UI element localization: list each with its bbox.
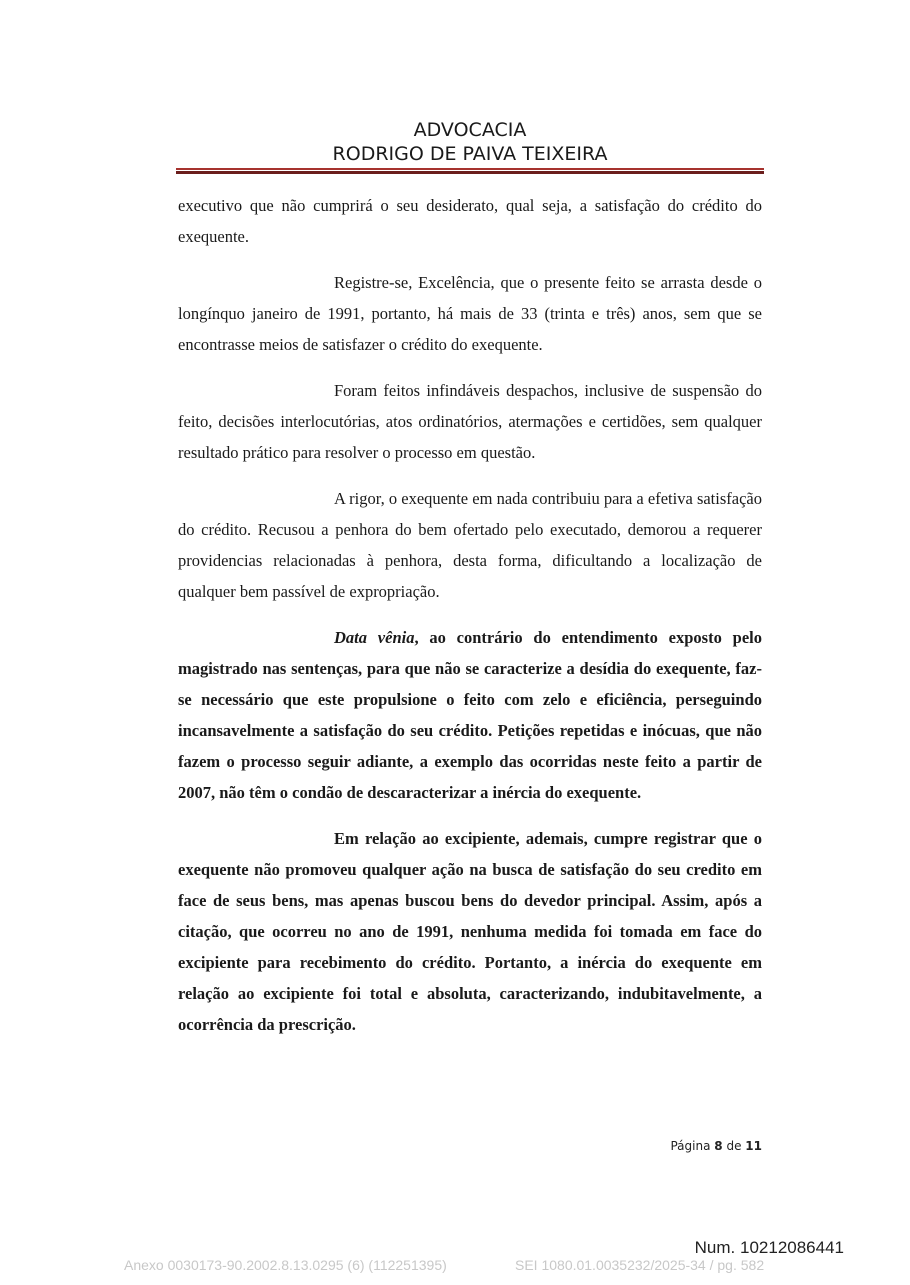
paragraph-2: Registre-se, Excelência, que o presente feito se arrasta desde o longínquo janeiro de 1991, portanto, há mais de 33 (trinta e três) anos, sem que se encontrasse meios de satisfazer o crédito do exequente. xyxy=(178,273,762,354)
annex-reference: Anexo 0030173-90.2002.8.13.0295 (6) (112251395) xyxy=(124,1257,447,1273)
header-rule-thin xyxy=(176,168,764,170)
firm-label: ADVOCACIA xyxy=(413,119,527,141)
page-total: 11 xyxy=(745,1139,762,1153)
paragraph-4: A rigor, o exequente em nada contribuiu para a efetiva satisfação do crédito. Recusou a penhora do bem ofertado pelo executado, demorou a requerer providencias relacionadas à penhora, desta forma, dificultando a localização de qualquer bem passível de expropriação. xyxy=(178,489,762,601)
document-number: Num. 10212086441 xyxy=(694,1238,844,1257)
lawyer-name: RODRIGO DE PAIVA TEIXEIRA xyxy=(332,143,608,165)
paragraph-3: Foram feitos infindáveis despachos, inclusive de suspensão do feito, decisões interlocutórias, atos ordinatórios, atermações e certidões, sem qualquer resultado prático para resolver o processo em questão. xyxy=(178,381,762,462)
paragraph-5-italic: Data vênia xyxy=(334,628,415,647)
paragraph-1: executivo que não cumprirá o seu desiderato, qual seja, a satisfação do crédito do exequente. xyxy=(178,196,762,246)
page-separator: de xyxy=(726,1139,742,1153)
document-body xyxy=(178,190,762,1055)
paragraph-6: Em relação ao excipiente, ademais, cumpre registrar que o exequente não promoveu qualquer ação na busca de satisfação do seu credito em face de seus bens, mas apenas buscou bens do devedor principal. Assim, após a citação, que ocorreu no ano de 1991, nenhuma medida foi tomada em face do excipiente para recebimento do crédito. Portanto, a inércia do exequente em relação ao excipiente foi total e absoluta, caracterizando, indubitavelmente, a ocorrência da prescrição. xyxy=(178,829,762,1034)
header-rule-thick xyxy=(176,171,764,174)
page-number xyxy=(600,1139,762,1153)
sei-reference: SEI 1080.01.0035232/2025-34 / pg. 582 xyxy=(515,1257,765,1273)
paragraph-5 xyxy=(178,622,762,808)
page-prefix: Página xyxy=(670,1139,711,1153)
paragraph-5-text: , ao contrário do entendimento exposto pelo magistrado nas sentenças, para que não se caracterize a desídia do exequente, faz-se necessário que este propulsione o feito com zelo e eficiência, perseguindo incansavelmente a satisfação do seu crédito. Petições repetidas e inócuas, que não fazem o processo seguir adiante, a exemplo das ocorridas neste feito a partir de 2007, não têm o condão de descaracterizar a inércia do exequente. xyxy=(178,628,762,802)
letterhead xyxy=(176,118,764,166)
page-current: 8 xyxy=(714,1139,723,1153)
